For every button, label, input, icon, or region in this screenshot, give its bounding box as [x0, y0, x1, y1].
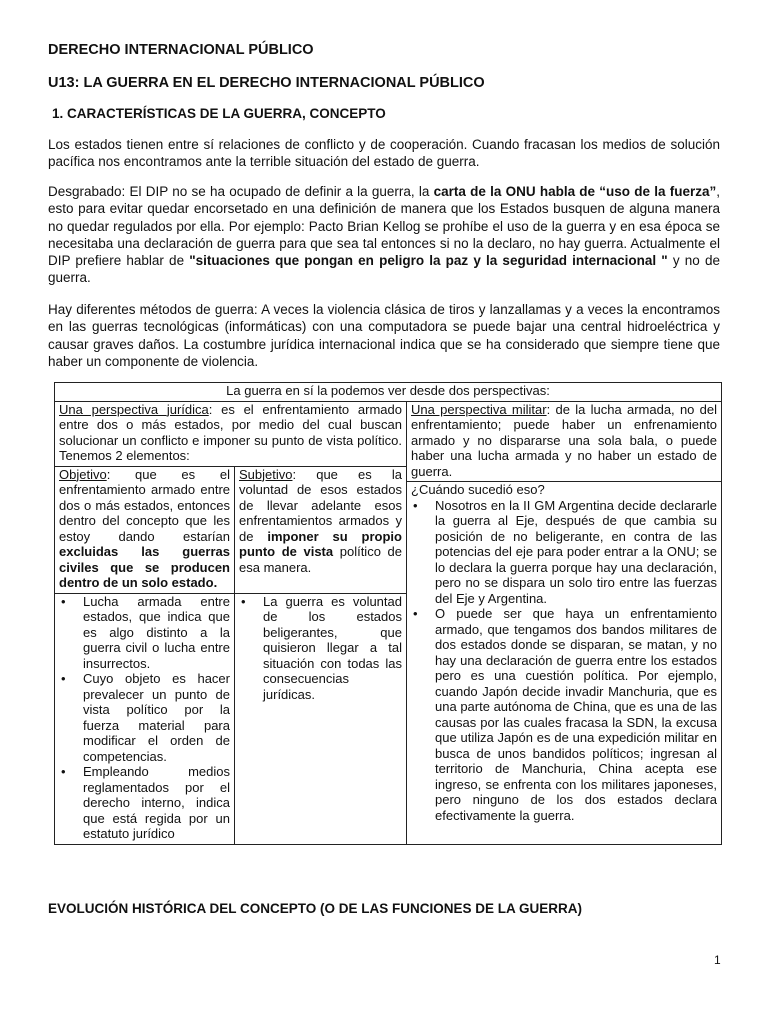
cell-objetivo: [55, 466, 235, 593]
text-subjetivo-end: político de esa manera.: [239, 544, 402, 575]
table-caption: La guerra en sí la podemos ver desde dos perspectivas:: [55, 383, 722, 402]
cuando-question: ¿Cuándo sucedió eso?: [411, 482, 545, 497]
cuando-block: [407, 481, 721, 823]
paragraph-text: y no de guerra.: [48, 253, 720, 286]
list-item: [411, 498, 717, 607]
list-item: [411, 606, 717, 823]
objetivo-list: [59, 594, 230, 842]
list-item: [59, 594, 230, 672]
bullet-icon: •: [61, 671, 66, 686]
bullet-icon: •: [61, 593, 66, 609]
cell-subjetivo-bullets: [235, 593, 407, 844]
list-item: [239, 594, 402, 703]
cell-objetivo-bullets: [55, 593, 235, 844]
list-item-text: Lucha armada entre estados, que indica que es algo distinto a la guerra civil o lucha entre insurrectos.: [83, 593, 230, 671]
paragraph-text: , esto para evitar quedar encorsetado en una definición de manera que los Estados busquen de alguna manera no quedar regulados por ella. Por ejemplo: Pacto Brian Kellog se prohíbe el uso de la guerra y en esa época se necesitaba una declaración de guerra para que sea tal entonces si no la declaro, no hay guerra. Actualmente el DIP prefiere hablar de: [48, 184, 720, 269]
unit-title: U13: LA GUERRA EN EL DERECHO INTERNACIONAL PÚBLICO: [48, 75, 485, 91]
text-perspectiva-juridica: : es el enfrentamiento armado entre dos o más estados, por medio del cual buscan solucionar un conflicto e imponer su punto de vista político. Tenemos 2 elementos:: [59, 401, 402, 463]
page-number: 1: [714, 953, 721, 967]
cell-perspectiva-juridica: [55, 401, 407, 466]
paragraph-intro: Los estados tienen entre sí relaciones de conflicto y de cooperación. Cuando fracasan los medios de solución pacífica nos encontramos ante la terrible situación del estado de guerra.: [48, 137, 720, 170]
label-objetivo: Objetivo: [59, 466, 107, 482]
paragraph-metodos: Hay diferentes métodos de guerra: A veces la violencia clásica de tiros y lanzallamas y a veces la encontramos en las guerras tecnológicas (informáticas) con una computadora se puede bajar una central hidroeléctrica y causar graves daños. La costumbre jurídica internacional indica que se ha considerado que siempre tiene que haber un componente de violencia.: [48, 302, 720, 369]
label-perspectiva-militar: Una perspectiva militar: [411, 401, 547, 417]
paragraph-text: Desgrabado: El DIP no se ha ocupado de definir a la guerra, la: [48, 184, 434, 199]
paragraph-desgrabado: [48, 183, 720, 287]
cell-perspectiva-militar: [407, 401, 722, 844]
bold-objetivo: excluidas las guerras civiles que se producen dentro de un solo estado.: [59, 544, 230, 590]
paragraph-bold-situaciones: "situaciones que pongan en peligro la paz y la seguridad internacional ": [189, 253, 668, 269]
bullet-icon: •: [241, 593, 246, 609]
document-title: DERECHO INTERNACIONAL PÚBLICO: [48, 42, 314, 58]
text-subjetivo: : que es la voluntad de esos estados de llevar adelante esos enfrentamientos armados y de: [239, 466, 402, 544]
bullet-icon: •: [413, 497, 418, 513]
cell-subjetivo: [235, 466, 407, 593]
list-item-text: Empleando medios reglamentados por el derecho interno, indica que está regida por un estatuto jurídico: [83, 764, 230, 841]
perspectives-table: [54, 382, 722, 845]
table-row: [55, 401, 722, 466]
list-item-text: Cuyo objeto es hacer prevalecer un punto de vista político por la fuerza material para modificar el orden de competencias.: [83, 671, 230, 764]
bold-subjetivo: imponer su propio punto de vista: [239, 528, 402, 559]
list-item: [59, 764, 230, 842]
text-perspectiva-militar: : de la lucha armada, no del enfrentamiento; puede haber un enfrenamiento armado y no dispararse una sola bala, o puede haber una lucha armada y no haber un estado de guerra.: [411, 401, 718, 479]
bullet-icon: •: [413, 606, 418, 621]
list-item: [59, 671, 230, 764]
cuando-list: [411, 498, 717, 824]
bullet-icon: •: [61, 764, 66, 779]
label-subjetivo: Subjetivo: [239, 466, 293, 482]
militar-block: [411, 402, 717, 480]
list-item-text: La guerra es voluntad de los estados beligerantes, que quisieron llegar a tal situación con todas las consecuencias jurídicas.: [263, 593, 402, 702]
list-item-text: O puede ser que haya un enfrentamiento armado, que tengamos dos bandos militares de dos estados donde se disparan, se matan, y no hay una declaración de guerra entre los estados pero es una cuestión política. Por ejemplo, cuando Japón decide invadir Manchuria, que es una parte autónoma de China, que es una de las causas por las cuales fracasa la SDN, la excusa que utiliza Japón es de una expedición militar en busca de unos bandidos políticos; ingresan al territorio de Manchuria, China acepta ese ingreso, se enfrenta con los militares japoneses, pero ninguno de los dos estados declara efectivamente la guerra.: [435, 606, 718, 823]
list-item-text: Nosotros en la II GM Argentina decide declararle la guerra al Eje, después de que cambia su posición de no beligerante, en contra de las potencias del eje para poder entrar a la ONU; se lo declara la guerra porque hay una declaración, pero no se dispara un solo tiro entre las fuerzas del Eje y Argentina.: [435, 497, 718, 606]
section1-heading: 1. CARACTERÍSTICAS DE LA GUERRA, CONCEPTO: [52, 106, 386, 121]
label-perspectiva-juridica: Una perspectiva jurídica: [59, 401, 209, 417]
subjetivo-list: [239, 594, 402, 703]
section2-heading: EVOLUCIÓN HISTÓRICA DEL CONCEPTO (O DE LAS FUNCIONES DE LA GUERRA): [48, 901, 583, 916]
text-objetivo: : que es el enfrentamiento armado entre dos o más estados, entonces dentro del concepto que les estoy dando estarían: [59, 466, 230, 544]
table-row: [55, 383, 722, 402]
paragraph-bold-onu: carta de la ONU habla de “uso de la fuerza”: [433, 184, 717, 199]
